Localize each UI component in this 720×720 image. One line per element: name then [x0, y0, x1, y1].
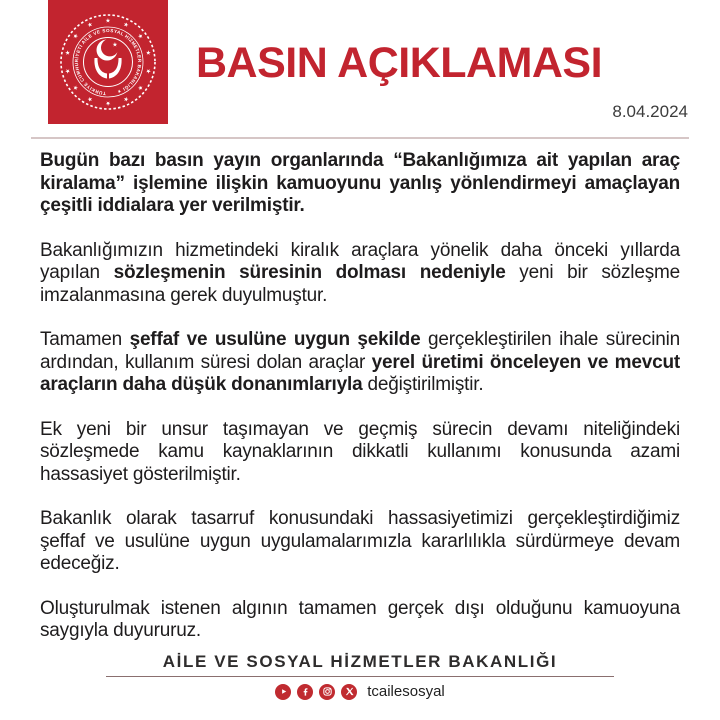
paragraph-text: değiştirilmiştir. — [362, 374, 484, 395]
social-handle: tcailesosyal — [367, 683, 445, 700]
seal-text: TÜRKİYE CUMHURİYETİ AİLE VE SOSYAL HİZMETLER BAKANLIĞI ★ — [73, 27, 143, 96]
svg-text:★: ★ — [121, 21, 130, 30]
svg-text:★: ★ — [143, 67, 152, 75]
ministry-seal-logo — [48, 0, 168, 124]
paragraph-text: Tamamen — [40, 329, 130, 350]
svg-text:★: ★ — [86, 21, 95, 30]
press-release-paragraph — [40, 329, 680, 397]
ministry-seal-icon — [48, 0, 168, 124]
footer-divider — [106, 676, 614, 677]
svg-text:★: ★ — [72, 32, 81, 41]
press-release-paragraph — [40, 240, 680, 308]
svg-text:★: ★ — [86, 94, 95, 103]
svg-text:★: ★ — [121, 94, 130, 103]
ministry-name: AİLE VE SOSYAL HİZMETLER BAKANLIĞI — [162, 652, 558, 671]
svg-text:★: ★ — [64, 49, 73, 57]
hands-icon — [94, 58, 121, 79]
page-title: BASIN AÇIKLAMASI — [196, 39, 603, 87]
svg-text:★: ★ — [105, 18, 111, 25]
paragraph-text: gerçekleştirilen ihale sürecinin ardından, kullanım süresi dolan araçlar — [40, 329, 680, 373]
paragraph-text: Bakanlık olarak tasarruf konusundaki hassasiyetimizi gerçekleştirdiğimiz şeffaf ve usulüne uygun uygulamalarımızla kararlılıkla sürdürmeye devam edeceğiz. — [40, 508, 680, 574]
paragraph-text: yeni bir sözleşme imzalanmasına gerek duyulmuştur. — [40, 262, 680, 306]
press-release-paragraph — [40, 508, 680, 576]
youtube-icon[interactable] — [275, 684, 291, 700]
paragraph-text: Bakanlığımızın hizmetindeki kiralık araçlara yönelik daha önceki yıllarda yapılan — [40, 239, 680, 283]
svg-text:★: ★ — [64, 67, 73, 75]
paragraph-text: Ek yeni bir unsur taşımayan ve geçmiş sürecin devamı niteliğindeki sözleşmede kamu kaynaklarının dikkatli kullanımı konusunda azami hassasiyet gösterilmiştir. — [40, 418, 680, 485]
svg-text:★: ★ — [72, 83, 81, 92]
facebook-icon[interactable] — [297, 684, 313, 700]
social-row — [0, 683, 720, 700]
svg-text:★: ★ — [135, 83, 144, 92]
paragraph-text: Oluşturulmak istenen algının tamamen gerçek dışı olduğunu kamuoyuna saygıyla duyururuz. — [40, 597, 680, 641]
x-icon[interactable] — [341, 684, 357, 700]
header-divider — [31, 137, 689, 139]
press-release-paragraph — [40, 419, 680, 487]
crescent-star-icon — [97, 39, 119, 61]
press-release-paragraph — [40, 150, 680, 218]
instagram-icon[interactable] — [319, 684, 335, 700]
paragraph-bold-text: yerel üretimi önceleyen ve mevcut araçların daha düşük donanımlarıyla — [40, 351, 681, 395]
press-release-paragraph — [40, 598, 680, 643]
paragraph-bold-text: Bugün bazı basın yayın organlarında “Bakanlığımıza ait yapılan araç kiralama” işlemine ilişkin kamuoyunu yanlış yönlendirmeyi amaçlayan çeşitli iddialara yer verilmiştir. — [40, 150, 680, 216]
paragraph-bold-text: şeffaf ve usulüne uygun şekilde — [129, 329, 421, 350]
press-release-date: 8.04.2024 — [612, 102, 688, 121]
svg-text:★: ★ — [135, 32, 144, 41]
svg-text:★: ★ — [105, 99, 111, 106]
svg-text:★: ★ — [112, 42, 118, 49]
paragraph-bold-text: sözleşmenin süresinin dolması nedeniyle — [113, 262, 506, 283]
svg-text:★: ★ — [143, 49, 152, 57]
press-release-body — [40, 150, 680, 665]
